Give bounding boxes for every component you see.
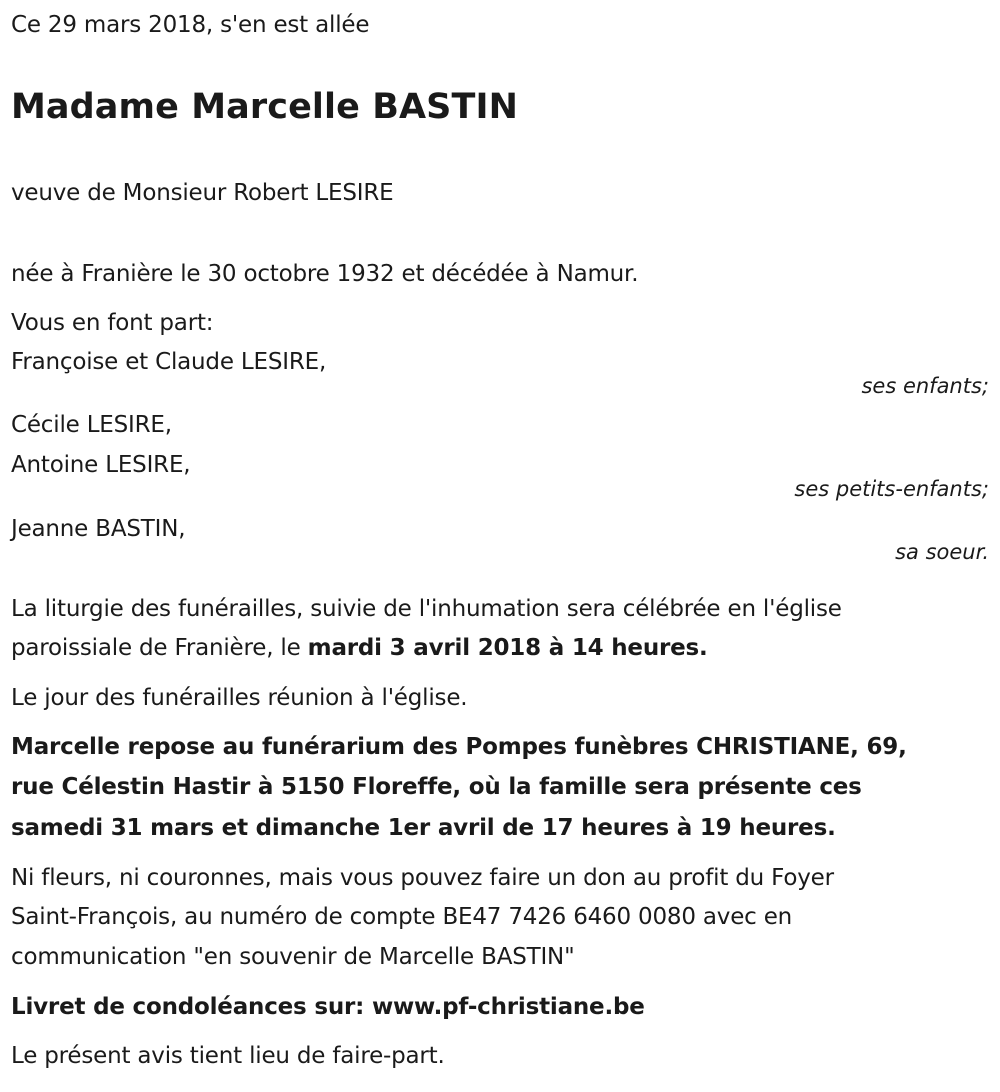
meeting-text: Le jour des funérailles réunion à l'église. (11, 685, 468, 711)
rest-line: samedi 31 mars et dimanche 1er avril de 17 heures à 19 heures. (11, 815, 836, 841)
liturgy-line: La liturgie des funérailles, suivie de l'inhumation sera célébrée en l'église (11, 596, 842, 622)
children-role: ses enfants; (861, 374, 989, 398)
grandchildren-role: ses petits-enfants; (794, 477, 989, 501)
rest-line: Marcelle repose au funérarium des Pompes funèbres CHRISTIANE, 69, (11, 734, 907, 760)
sister-role: sa soeur. (895, 540, 989, 564)
family-intro: Vous en font part: (11, 310, 214, 336)
condolences-text: Livret de condoléances sur: www.pf-christiane.be (11, 994, 645, 1020)
liturgy-date: mardi 3 avril 2018 à 14 heures. (307, 635, 708, 661)
liturgy-place: paroissiale de Franière, le (11, 635, 308, 661)
grandchild-name: Cécile LESIRE, (11, 412, 172, 438)
donation-line: Ni fleurs, ni couronnes, mais vous pouvez faire un don au profit du Foyer (11, 865, 834, 891)
donation-line: Saint-François, au numéro de compte BE47 7426 6460 0080 avec en (11, 904, 793, 930)
donation-line: communication "en souvenir de Marcelle BASTIN" (11, 944, 575, 970)
rest-line: rue Célestin Hastir à 5150 Floreffe, où la famille sera présente ces (11, 774, 862, 800)
notice-text: Le présent avis tient lieu de faire-part. (11, 1043, 445, 1069)
deceased-name: Madame Marcelle BASTIN (11, 87, 518, 127)
liturgy-line (11, 628, 708, 668)
birth-death-text: née à Franière le 30 octobre 1932 et décédée à Namur. (11, 261, 639, 287)
spouse-text: veuve de Monsieur Robert LESIRE (11, 180, 394, 206)
children-name: Françoise et Claude LESIRE, (11, 349, 327, 375)
sister-name: Jeanne BASTIN, (11, 516, 186, 542)
intro-text: Ce 29 mars 2018, s'en est allée (11, 12, 370, 38)
grandchild-name: Antoine LESIRE, (11, 452, 191, 478)
